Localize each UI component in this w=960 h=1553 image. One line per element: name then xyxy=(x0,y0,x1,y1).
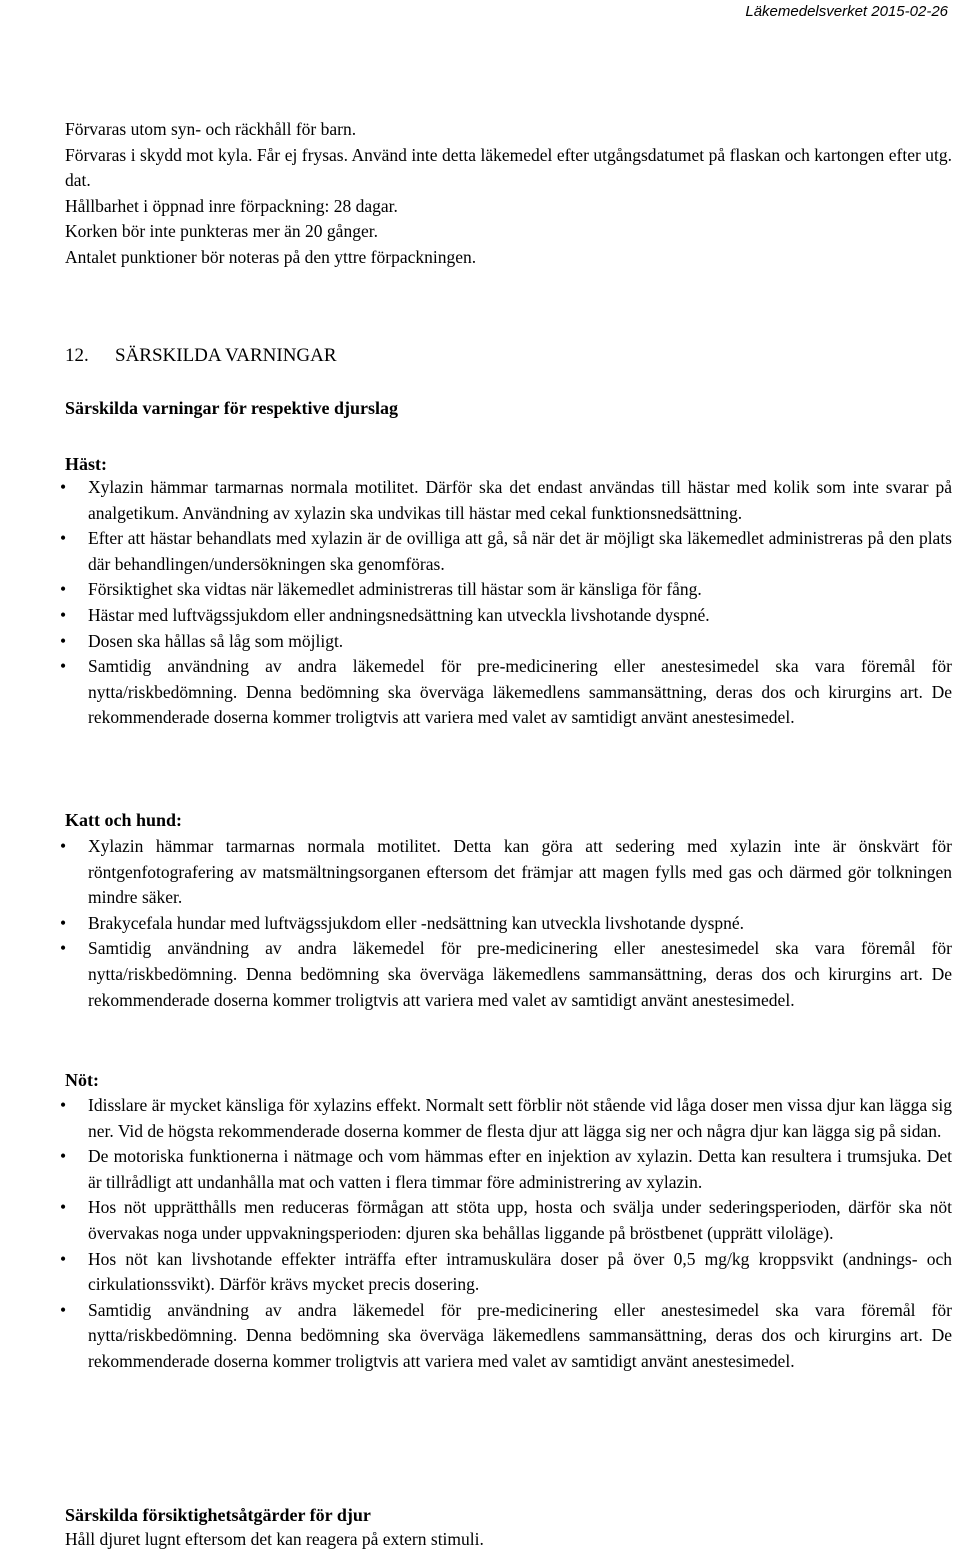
list-item: • Brakycefala hundar med luftvägssjukdom eller -nedsättning kan utveckla livshotande dyspné. xyxy=(0,911,960,937)
storage-line: Hållbarhet i öppnad inre förpackning: 28 dagar. xyxy=(65,195,398,216)
list-item: • Samtidig användning av andra läkemedel för pre-medicinering eller anestesimedel ska vara föremål för nytta/riskbedömning. Denna bedömning ska överväga läkemedlens sammansättning, deras dos och kirurgins art. De rekommenderade doserna kommer troligtvis att variera med valet av samtidigt använt anestesimedel. xyxy=(0,1298,960,1375)
horse-heading: Häst: xyxy=(65,454,107,474)
cattle-heading: Nöt: xyxy=(65,1070,99,1090)
cattle-warnings-list xyxy=(0,1093,960,1375)
list-item: • Efter att hästar behandlats med xylazin är de ovilliga att gå, så när det är möjligt ska läkemedlet administreras på den plats där behandlingen/undersökningen ska genomföras. xyxy=(0,526,960,577)
list-item: • Idisslare är mycket känsliga för xylazins effekt. Normalt sett förblir nöt stående vid låga doser men vissa djur kan lägga sig ner. Vid de högsta rekommenderade doserna kommer de flesta djur att lägga sig ner och några djur kan lägga sig på sidan. xyxy=(0,1093,960,1144)
storage-line: Förvaras utom syn- och räckhåll för barn. xyxy=(65,119,357,139)
list-item: • De motoriska funktionerna i nätmage och vom hämmas efter en injektion av xylazin. Detta kan resultera i trumsjuka. Det är tillrådligt att undanhålla mat och vatten i flera timmar före administrering av xylazin. xyxy=(0,1144,960,1195)
document-header: Läkemedelsverket 2015-02-26 xyxy=(745,3,948,20)
list-item: • Xylazin hämmar tarmarnas normala motilitet. Detta kan göra att sedering med xylazin inte är önskvärt för röntgenfotografering av matsmältningsorganen eftersom det främjar att magen fylls med gas och därmed gör tolkningen mindre säker. xyxy=(0,834,960,911)
list-item: • Hos nöt upprätthålls men reduceras förmågan att stöta upp, hosta och svälja under sederingsperioden, därför ska nöt övervakas noga under uppvakningsperioden: djuren ska behållas liggande på bröstbenet (upprätt viloläge). xyxy=(0,1195,960,1246)
list-item: • Dosen ska hållas så låg som möjligt. xyxy=(0,629,960,655)
storage-line: Antalet punktioner bör noteras på den yttre förpackningen. xyxy=(65,246,477,267)
list-item: • Hästar med luftvägssjukdom eller andningsnedsättning kan utveckla livshotande dyspné. xyxy=(0,603,960,629)
horse-warnings-list xyxy=(0,475,960,731)
section-number: 12. xyxy=(65,345,89,366)
list-item: • Försiktighet ska vidtas när läkemedlet administreras till hästar som är känsliga för fång. xyxy=(0,577,960,603)
section-title: SÄRSKILDA VARNINGAR xyxy=(115,345,337,366)
list-item: • Xylazin hämmar tarmarnas normala motilitet. Därför ska det endast användas till hästar med kolik som inte svarar på analgetikum. Användning av xylazin ska undvikas till hästar med cekal funktionsnedsättning. xyxy=(0,475,960,526)
list-item: • Samtidig användning av andra läkemedel för pre-medicinering eller anestesimedel ska vara föremål för nytta/riskbedömning. Denna bedömning ska överväga läkemedlens sammansättning, deras dos och kirurgins art. De rekommenderade doserna kommer troligtvis att variera med valet av samtidigt använt anestesimedel. xyxy=(0,936,960,1013)
storage-instructions xyxy=(65,117,960,271)
list-item: • Hos nöt kan livshotande effekter inträffa efter intramuskulära doser på över 0,5 mg/kg kroppsvikt (andnings- och cirkulationssvikt). Därför krävs mycket precis dosering. xyxy=(0,1247,960,1298)
precautions-heading: Särskilda försiktighetsåtgärder för djur xyxy=(65,1505,371,1525)
catdog-warnings-list xyxy=(0,834,960,1013)
catdog-heading: Katt och hund: xyxy=(65,810,183,830)
storage-line: Förvaras i skydd mot kyla. Får ej frysas. Använd inte detta läkemedel efter utgångsdatumet på flaskan och kartongen efter utg. dat. xyxy=(65,144,957,191)
precautions-text: Håll djuret lugnt eftersom det kan reagera på extern stimuli. xyxy=(65,1529,484,1549)
section-heading xyxy=(65,345,337,367)
list-item: • Samtidig användning av andra läkemedel för pre-medicinering eller anestesimedel ska vara föremål för nytta/riskbedömning. Denna bedömning ska överväga läkemedlens sammansättning, deras dos och kirurgins art. De rekommenderade doserna kommer troligtvis att variera med valet av samtidigt använt anestesimedel. xyxy=(0,654,960,731)
storage-line: Korken bör inte punkteras mer än 20 gånger. xyxy=(65,221,378,242)
subheading: Särskilda varningar för respektive djurslag xyxy=(65,398,399,418)
